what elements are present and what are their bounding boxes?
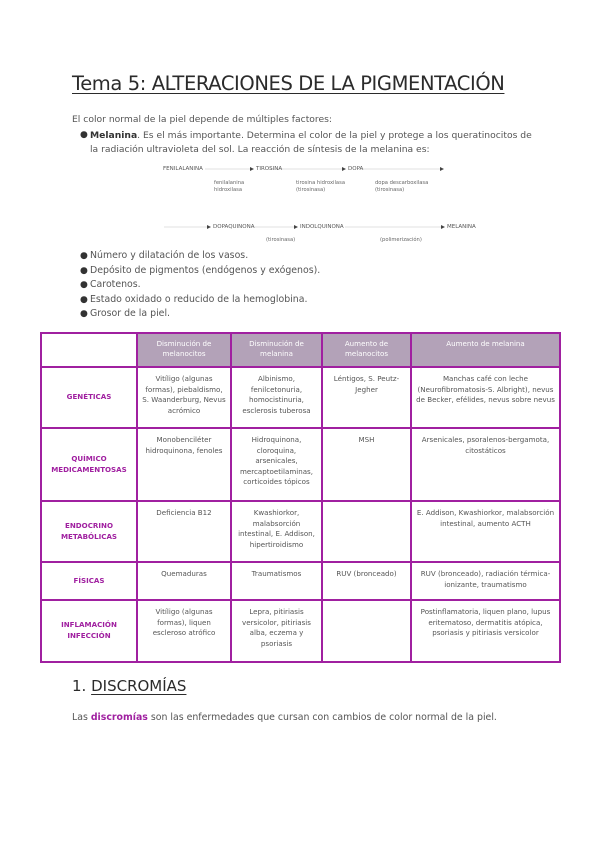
table-cell: Lepra, pitiriasis versicolor, pitiriasis alba, eczema y psoriasis bbox=[231, 600, 322, 662]
section-number: 1. bbox=[72, 677, 92, 695]
arrow-head-6 bbox=[441, 225, 445, 229]
column-header: Disminución de melanina bbox=[231, 333, 322, 367]
pigmentation-table bbox=[40, 332, 561, 663]
reaction-step-6: MELANINA bbox=[447, 224, 476, 230]
reaction-enzyme-1: fenilalanina hidroxilasa bbox=[214, 180, 245, 193]
table-cell: MSH bbox=[322, 428, 411, 501]
table-cell: RUV (bronceado), radiación térmica-ionizante, traumatismo bbox=[411, 562, 560, 600]
table-cell: Hidroquinona, cloroquina, arsenicales, mercaptoetilaminas, corticoides tópicos bbox=[231, 428, 322, 501]
reaction-enzyme-4: (tirosinasa) bbox=[266, 237, 296, 243]
table-cell: Albinismo, fenilcetonuria, homocistinuria, esclerosis tuberosa bbox=[231, 367, 322, 428]
bullet-dot: ● bbox=[80, 280, 88, 291]
row-header: ENDOCRINO METABÓLICAS bbox=[41, 501, 137, 562]
table-cell: Léntigos, S. Peutz-Jegher bbox=[322, 367, 411, 428]
column-header: Aumento de melanina bbox=[411, 333, 560, 367]
table-row bbox=[41, 600, 560, 662]
reaction-step-1: FENILALANINA bbox=[163, 166, 203, 172]
table-cell: Manchas café con leche (Neurofibromatosis-S. Albright), nevus de Becker, efélides, nevus sobre nevus bbox=[411, 367, 560, 428]
table-cell: Postinflamatoria, liquen plano, lupus eritematoso, dermatitis atópica, psoriasis y pitiriasis versicolor bbox=[411, 600, 560, 662]
discromias-term: discromías bbox=[90, 712, 148, 723]
reaction-step-3: DOPA bbox=[348, 166, 364, 172]
table-row bbox=[41, 367, 560, 428]
table-row bbox=[41, 562, 560, 600]
arrow-head-5 bbox=[294, 225, 298, 229]
bullet-dot: ● bbox=[80, 130, 88, 140]
arrow-head-1 bbox=[250, 167, 254, 171]
column-header: Disminución de melanocitos bbox=[137, 333, 231, 367]
row-header: INFLAMACIÓN INFECCIÓN bbox=[41, 600, 137, 662]
list-item: ● Estado oxidado o reducido de la hemoglobina. bbox=[90, 293, 320, 308]
table-cell: Traumatismos bbox=[231, 562, 322, 600]
reaction-step-2: TIROSINA bbox=[256, 166, 283, 172]
table-cell: Monobenciléter hidroquinona, fenoles bbox=[137, 428, 231, 501]
table-cell bbox=[322, 600, 411, 662]
section-heading bbox=[72, 677, 186, 695]
list-item: ● Grosor de la piel. bbox=[90, 307, 320, 322]
table-cell: Arsenicales, psoralenos-bergamota, citostáticos bbox=[411, 428, 560, 501]
bullet-dot: ● bbox=[80, 309, 88, 320]
row-header: QUÍMICO MEDICAMENTOSAS bbox=[41, 428, 137, 501]
section-title: DISCROMÍAS bbox=[91, 677, 187, 695]
bullet-dot: ● bbox=[80, 251, 88, 261]
list-item: ● Depósito de pigmentos (endógenos y exógenos). bbox=[90, 264, 320, 279]
table-cell: E. Addison, Kwashiorkor, malabsorción intestinal, aumento ACTH bbox=[411, 501, 560, 562]
factor-list bbox=[80, 249, 321, 322]
reaction-step-4: DOPAQUINONA bbox=[213, 224, 255, 230]
column-header: Aumento de melanocitos bbox=[322, 333, 411, 367]
table-cell: Vitíligo (algunas formas), piebaldismo, S. Waanderburg, Nevus acrómico bbox=[137, 367, 231, 428]
reaction-enzyme-3: dopa descarboxilasa (tirosinasa) bbox=[375, 180, 429, 193]
list-item: ● Carotenos. bbox=[90, 278, 320, 293]
melanina-bullet bbox=[80, 129, 540, 156]
melanina-term: Melanina bbox=[90, 130, 138, 141]
arrow-head-3 bbox=[440, 167, 444, 171]
row-header: FÍSICAS bbox=[41, 562, 137, 600]
intro-text: El color normal de la piel depende de múltiples factores: bbox=[72, 114, 333, 125]
table-cell: Quemaduras bbox=[137, 562, 231, 600]
reaction-enzyme-5: (polimerización) bbox=[380, 237, 422, 243]
reaction-enzyme-2: tirosina hidroxilasa (tirosinasa) bbox=[296, 180, 345, 193]
page-title: Tema 5: ALTERACIONES DE LA PIGMENTACIÓN bbox=[72, 72, 505, 95]
row-header: GENÉTICAS bbox=[41, 367, 137, 428]
table-cell bbox=[322, 501, 411, 562]
arrow-head-2 bbox=[342, 167, 346, 171]
bullet-dot: ● bbox=[80, 294, 88, 305]
melanina-description: . Es el más importante. Determina el color de la piel y protege a los queratinocitos de la radiación ultravioleta del sol. La reacción de síntesis de la melanina es: bbox=[90, 130, 532, 155]
table-cell: Kwashiorkor, malabsorción intestinal, E. Addison, hipertiroidismo bbox=[231, 501, 322, 562]
table-cell: Vitíligo (algunas formas), liquen escleroso atrófico bbox=[137, 600, 231, 662]
table-corner-cell bbox=[41, 333, 137, 367]
reaction-step-5: INDOLQUINONA bbox=[300, 224, 344, 230]
list-item: ● Número y dilatación de los vasos. bbox=[90, 249, 320, 264]
table-cell: RUV (bronceado) bbox=[322, 562, 411, 600]
bullet-dot: ● bbox=[80, 265, 88, 276]
table-header-row bbox=[41, 333, 560, 367]
arrow-head-4 bbox=[207, 225, 211, 229]
table-row bbox=[41, 501, 560, 562]
closing-paragraph: Las discromías son las enfermedades que cursan con cambios de color normal de la piel. bbox=[72, 712, 497, 723]
table-cell: Deficiencia B12 bbox=[137, 501, 231, 562]
table-row bbox=[41, 428, 560, 501]
